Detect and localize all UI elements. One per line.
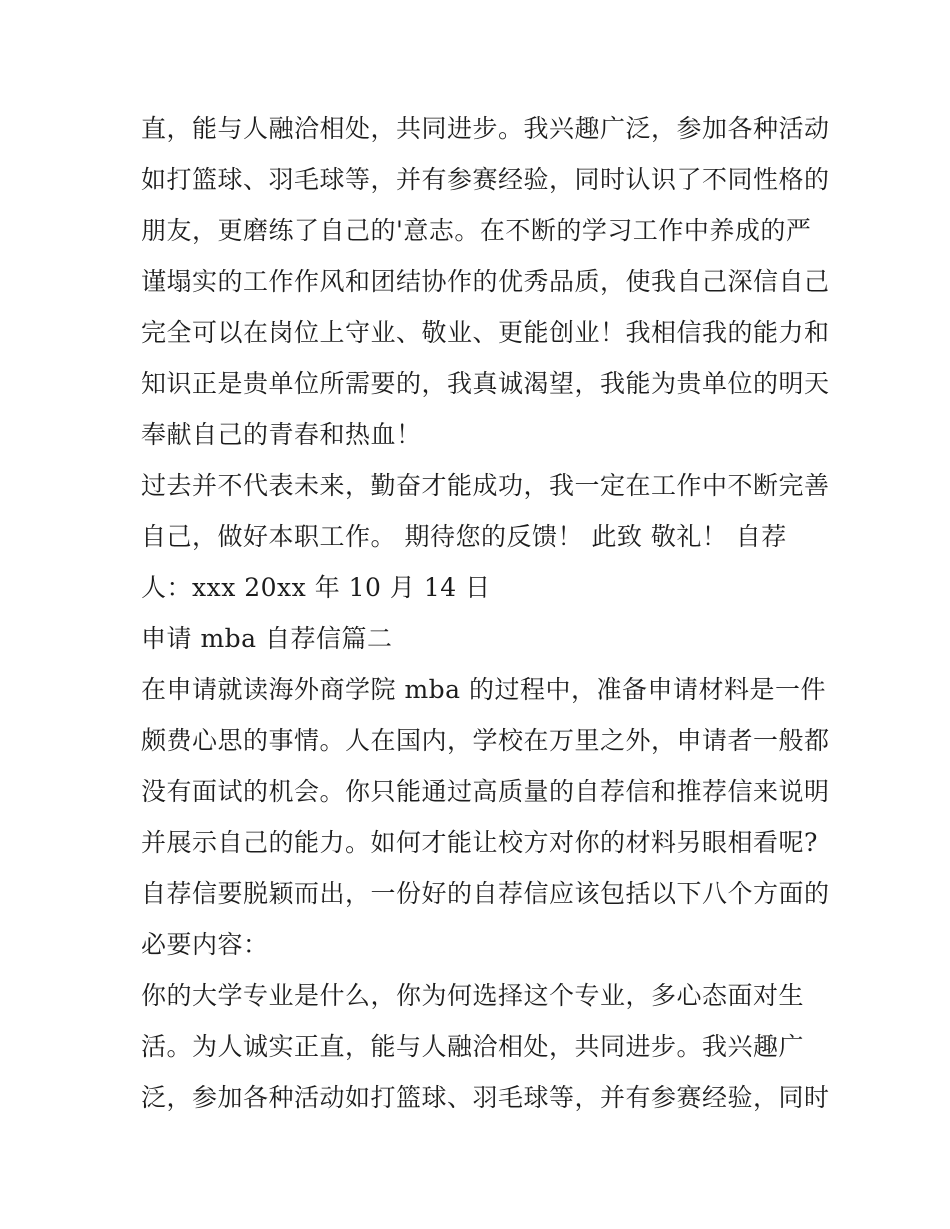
text-line: 奉献自己的青春和热血！ xyxy=(141,420,422,449)
text-line: 如打篮球、羽毛球等，并有参赛经验，同时认识了不同性格的 xyxy=(141,165,830,194)
text-line: 活。为人诚实正直，能与人融洽相处，共同进步。我兴趣广 xyxy=(141,1032,805,1061)
text-line: 泛，参加各种活动如打篮球、羽毛球等，并有参赛经验，同时 xyxy=(141,1083,830,1112)
signature-line: 人：xxx 20xx 年 10 月 14 日 xyxy=(141,573,491,602)
text-line: 过去并不代表未来，勤奋才能成功，我一定在工作中不断完善 xyxy=(141,471,830,500)
document-body xyxy=(141,103,830,1123)
section-heading: 申请 mba 自荐信篇二 xyxy=(141,624,393,653)
text-line: 你的大学专业是什么，你为何选择这个专业，多心态面对生 xyxy=(141,981,805,1010)
text-line: 在申请就读海外商学院 mba 的过程中，准备申请材料是一件 xyxy=(141,675,827,704)
text-line: 自己，做好本职工作。 期待您的反馈！ 此致 敬礼！ 自荐 xyxy=(141,522,787,551)
text-line: 知识正是贵单位所需要的，我真诚渴望，我能为贵单位的明天 xyxy=(141,369,830,398)
text-line: 谨塌实的工作作风和团结协作的优秀品质，使我自己深信自己 xyxy=(141,267,830,296)
text-line: 直，能与人融洽相处，共同进步。我兴趣广泛，参加各种活动 xyxy=(141,114,830,143)
text-line: 完全可以在岗位上守业、敬业、更能创业！我相信我的能力和 xyxy=(141,318,830,347)
text-line: 颇费心思的事情。人在国内，学校在万里之外，申请者一般都 xyxy=(141,726,830,755)
text-line: 没有面试的机会。你只能通过高质量的自荐信和推荐信来说明 xyxy=(141,777,830,806)
text-line: 自荐信要脱颖而出，一份好的自荐信应该包括以下八个方面的 xyxy=(141,879,830,908)
text-line: 必要内容： xyxy=(141,930,269,959)
text-line: 朋友，更磨练了自己的'意志。在不断的学习工作中养成的严 xyxy=(141,216,812,245)
text-line: 并展示自己的能力。如何才能让校方对你的材料另眼相看呢? xyxy=(141,828,818,857)
